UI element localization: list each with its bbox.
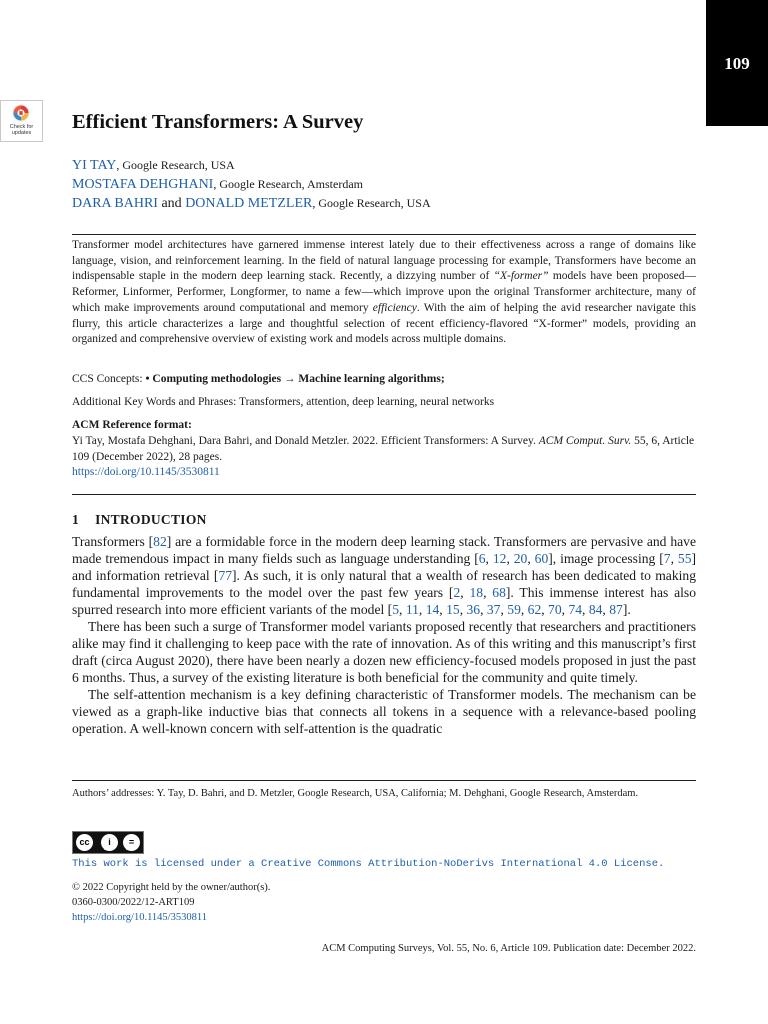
paragraph: The self-attention mechanism is a key defining characteristic of Transformer models. The mechanism can be viewed as a graph-like inductive bias that connects all tokens in a sequence with a relevance-based pooling operation. A well-known concern with self-attention is the quadratic: [72, 687, 696, 736]
author-affiliation: , Google Research, Amsterdam: [213, 177, 363, 191]
citation-link[interactable]: 84: [588, 602, 603, 617]
section-heading: 1 INTRODUCTION: [72, 512, 207, 527]
citation-link[interactable]: 5: [392, 602, 400, 617]
introduction-body: [72, 533, 696, 737]
crossmark-icon: [12, 104, 30, 122]
author-affiliation: , Google Research, USA: [312, 196, 431, 210]
ccs-concepts: CCS Concepts: • Computing methodologies → Machine learning algorithms;: [72, 373, 445, 385]
citation-link[interactable]: 74: [568, 602, 583, 617]
keywords: Additional Key Words and Phrases: Transformers, attention, deep learning, neural networks: [72, 396, 495, 408]
creative-commons-by-nd-icon[interactable]: cc i = BY ND: [72, 831, 144, 854]
citation-link[interactable]: 70: [548, 602, 562, 617]
author-line-1: [72, 157, 235, 174]
header-rule: [72, 234, 696, 235]
page-number: 109: [724, 54, 750, 73]
abstract-rule: [72, 494, 696, 495]
citation-link[interactable]: 36: [466, 602, 481, 617]
author-line-3: [72, 195, 431, 212]
nd-equals-icon: =: [123, 834, 140, 851]
citation-link[interactable]: 55: [677, 551, 692, 566]
citation-link[interactable]: 87: [609, 602, 623, 617]
citation-link[interactable]: 6: [478, 551, 486, 566]
citation-link[interactable]: 37: [486, 602, 501, 617]
paragraph: There has been such a surge of Transformer model variants proposed recently that researchers and practitioners alike may find it challenging to keep pace with the rate of innovation. As of this writing and this manuscript’s first draft (circa August 2020), there have been nearly a dozen new efficiency-focused models proposed in just the past 6 months. Thus, a survey of the existing literature is both beneficial for the community and quite timely.: [72, 619, 696, 685]
copyright-doi-link[interactable]: https://doi.org/10.1145/3530811: [72, 912, 207, 923]
author-line-2: [72, 176, 363, 193]
doi-link[interactable]: https://doi.org/10.1145/3530811: [72, 466, 220, 479]
author-affiliation: , Google Research, USA: [116, 158, 235, 172]
crossmark-label: Check for updates: [9, 124, 34, 136]
journal-footer: ACM Computing Surveys, Vol. 55, No. 6, Article 109. Publication date: December 2022.: [321, 943, 696, 954]
page-number-tab: [706, 0, 768, 126]
citation-link[interactable]: 11: [405, 602, 419, 617]
footnote-rule: [72, 780, 696, 781]
ccs-value: • Computing methodologies → Machine learning algorithms;: [145, 373, 445, 385]
paper-title: Efficient Transformers: A Survey: [72, 111, 364, 133]
citation-link[interactable]: 18: [469, 585, 484, 600]
reference-heading: ACM Reference format:: [72, 419, 192, 431]
author-link[interactable]: YI TAY: [72, 158, 117, 173]
citation-link[interactable]: 62: [527, 602, 542, 617]
citation-link[interactable]: 12: [492, 551, 507, 566]
authors-addresses: Authors’ addresses: Y. Tay, D. Bahri, and D. Metzler, Google Research, USA, California; M. Dehghani, Google Research, Amsterdam.: [72, 788, 639, 799]
abstract: Transformer model architectures have garnered immense interest lately due to their effectiveness across a range of domains like language, vision, and reinforcement learning. In the field of natural language processing for example, Transformers have become an indispensable staple in the modern deep learning stack. Recently, a dizzying number of “X-former” models have been proposed—Reformer, Linformer, Performer, Longformer, to name a few—which improve upon the original Transformer architecture, many of which make improvements around computational and memory efficiency. With the aim of helping the avid researcher navigate this flurry, this article characterizes a large and thoughtful selection of recent efficiency-flavored “X-former” models, providing an organized and comprehensive overview of existing work and models across multiple domains.: [72, 239, 696, 346]
citation-link[interactable]: 2: [453, 585, 461, 600]
citation-link[interactable]: 60: [534, 551, 549, 566]
by-person-icon: i: [101, 834, 118, 851]
citation-link[interactable]: 68: [492, 585, 506, 600]
license-link[interactable]: This work is licensed under a Creative Commons Attribution-NoDerivs International 4.0 License.: [72, 858, 665, 870]
author-link[interactable]: MOSTAFA DEHGHANI: [72, 177, 214, 192]
copyright-block: © 2022 Copyright held by the owner/author(s). 0360-0300/2022/12-ART109 https://doi.org/10.1145/3530811: [72, 882, 271, 923]
author-joiner: and: [157, 196, 186, 211]
author-link[interactable]: DONALD METZLER: [185, 196, 313, 211]
cc-icon: cc: [76, 834, 93, 851]
paragraph: Transformers [82] are a formidable force in the modern deep learning stack. Transformers are pervasive and have made tremendous impact in many fields such as language understanding [6, 12, 20, 60], image processing [7, 55] and information retrieval [77]. As such, it is only natural that a wealth of research has been dedicated to making fundamental improvements to the model over the past few years [2, 18, 68]. This immense interest has also spurred research into more efficient variants of the model [5, 11, 14, 15, 36, 37, 59, 62, 70, 74, 84, 87].: [72, 534, 697, 617]
citation-link[interactable]: 77: [218, 568, 233, 583]
citation-link[interactable]: 7: [663, 551, 671, 566]
author-link[interactable]: DARA BAHRI: [72, 196, 158, 211]
citation-link[interactable]: 59: [507, 602, 521, 617]
citation-link[interactable]: 15: [446, 602, 460, 617]
crossmark-badge[interactable]: [0, 100, 43, 142]
citation-link[interactable]: 14: [425, 602, 440, 617]
reference-text: Yi Tay, Mostafa Dehghani, Dara Bahri, and Donald Metzler. 2022. Efficient Transformers: A Survey. ACM Comput. Surv. 55, 6, Article 109 (December 2022), 28 pages. https://doi.org/10.1145/3530811: [72, 435, 695, 479]
citation-link[interactable]: 20: [513, 551, 528, 566]
citation-link[interactable]: 82: [153, 534, 167, 549]
